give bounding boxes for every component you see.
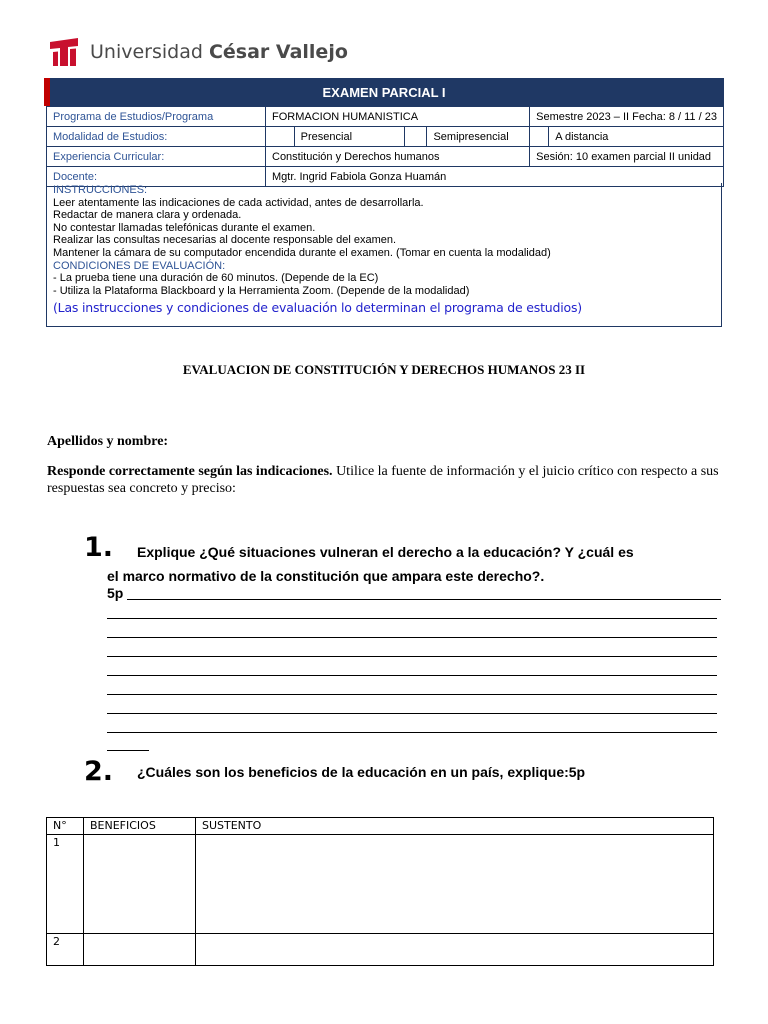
value-experiencia: Constitución y Derechos humanos [266, 147, 530, 167]
cell-beneficio[interactable] [84, 934, 196, 966]
header-beneficios: BENEFICIOS [84, 818, 196, 835]
instruction-item: No contestar llamadas telefónicas durante el examen. [53, 221, 316, 234]
question-1-text [107, 540, 727, 588]
value-sesion: Sesión: 10 examen parcial II unidad [530, 147, 724, 167]
label-modalidad: Modalidad de Estudios: [47, 127, 266, 147]
question-2-number: 2. [84, 756, 114, 787]
instructions-section [46, 183, 722, 327]
conditions-title: CONDICIONES DE EVALUACIÓN: [53, 259, 226, 272]
benefits-table-header [47, 818, 714, 835]
evaluation-title: EVALUACION DE CONSTITUCIÓN Y DERECHOS HUMANOS 23 II [182, 362, 586, 377]
question-1-points: 5p [107, 585, 124, 601]
benefits-table [46, 817, 714, 966]
instruction-item: Realizar las consultas necesarias al docente responsable del examen. [53, 234, 397, 247]
exam-info-box [44, 78, 724, 328]
answer-line[interactable] [107, 675, 717, 676]
table-row [47, 934, 714, 966]
answer-line[interactable] [107, 713, 717, 714]
answer-line[interactable] [107, 656, 717, 657]
option-semipresencial: Semipresencial [427, 127, 530, 147]
general-instruction-rest: Utilice la fuente de información y el juicio crítico con respecto a sus respuestas sea concreto y preciso: [47, 464, 719, 496]
value-docente: Mgtr. Ingrid Fabiola Gonza Huamán [266, 167, 724, 187]
condition-item: - Utiliza la Plataforma Blackboard y la Herramienta Zoom. (Depende de la modalidad) [53, 284, 470, 297]
option-distancia: A distancia [549, 127, 724, 147]
row-experiencia [47, 147, 724, 167]
instruction-item: Leer atentamente las indicaciones de cada actividad, antes de desarrollarla. [53, 196, 424, 209]
answer-line[interactable] [107, 750, 149, 751]
exam-info-table [46, 106, 724, 187]
general-instruction [47, 463, 723, 497]
instructions-title: INSTRUCCIONES: [53, 184, 148, 196]
general-instruction-bold: Responde correctamente según las indicaciones. [47, 464, 333, 479]
answer-line[interactable] [107, 618, 717, 619]
row-modalidad [47, 127, 724, 147]
university-logo [48, 34, 348, 70]
answer-line[interactable] [107, 637, 717, 638]
university-name: Universidad César Vallejo [90, 41, 348, 63]
label-experiencia: Experiencia Curricular: [47, 147, 266, 167]
exam-header-accent [44, 78, 50, 106]
answer-line[interactable] [107, 694, 717, 695]
cell-sustento[interactable] [196, 835, 714, 934]
instructions-note: (Las instrucciones y condiciones de evaluación lo determinan el programa de estudios) [53, 300, 582, 316]
option-presencial: Presencial [294, 127, 404, 147]
cell-sustento[interactable] [196, 934, 714, 966]
question-1-line1: Explique ¿Qué situaciones vulneran el derecho a la educación? Y ¿cuál es [137, 544, 634, 560]
cell-beneficio[interactable] [84, 835, 196, 934]
question-1-number: 1. [84, 532, 114, 563]
header-number: N° [47, 818, 84, 835]
ucv-logo-icon [48, 36, 80, 68]
instruction-item: Mantener la cámara de su computador encendida durante el examen. (Tomar en cuenta la modalidad) [53, 246, 551, 259]
question-1-line2: el marco normativo de la constitución que ampara este derecho?. [107, 568, 545, 584]
row-programa [47, 107, 724, 127]
label-programa: Programa de Estudios/Programa [47, 107, 266, 127]
table-row [47, 835, 714, 934]
checkbox-presencial[interactable] [266, 127, 295, 147]
name-label: Apellidos y nombre: [47, 434, 169, 449]
checkbox-distancia[interactable] [530, 127, 549, 147]
checkbox-semipresencial[interactable] [404, 127, 427, 147]
value-programa: FORMACION HUMANISTICA [266, 107, 530, 127]
label-docente: Docente: [47, 167, 266, 187]
instruction-item: Redactar de manera clara y ordenada. [53, 209, 242, 222]
row-number: 1 [47, 835, 84, 934]
exam-title: EXAMEN PARCIAL I [44, 78, 724, 106]
condition-item: - La prueba tiene una duración de 60 minutos. (Depende de la EC) [53, 272, 379, 285]
value-semestre-fecha: Semestre 2023 – II Fecha: 8 / 11 / 23 [530, 107, 724, 127]
question-2-text: ¿Cuáles son los beneficios de la educación en un país, explique:5p [137, 764, 586, 780]
row-number: 2 [47, 934, 84, 966]
answer-line[interactable] [127, 599, 721, 600]
header-sustento: SUSTENTO [196, 818, 714, 835]
answer-line[interactable] [107, 732, 717, 733]
